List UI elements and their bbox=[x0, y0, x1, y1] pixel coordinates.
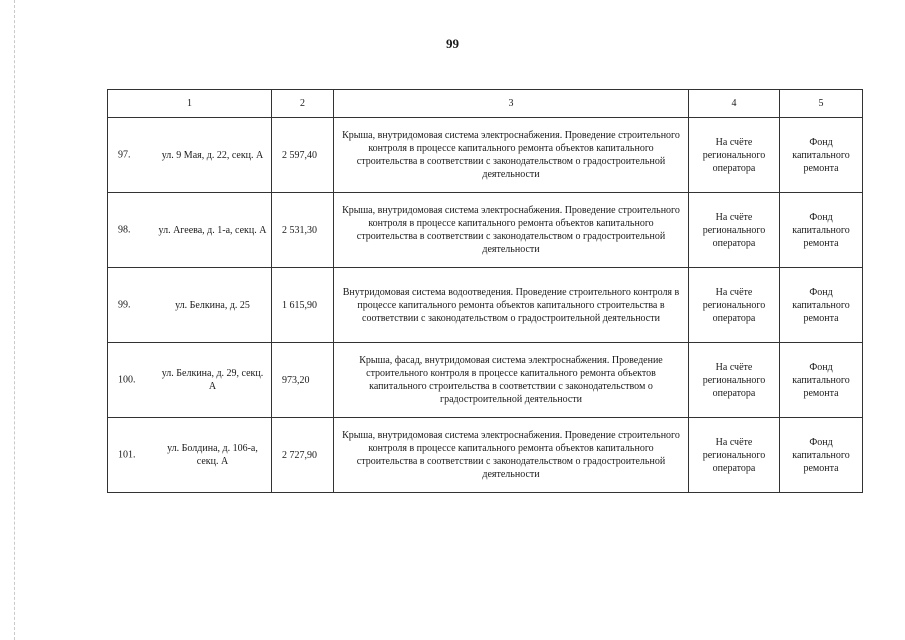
scan-edge-line bbox=[14, 0, 15, 640]
account-cell: На счёте регионального оператора bbox=[689, 193, 780, 268]
header-row bbox=[108, 90, 863, 118]
address-text: ул. Белкина, д. 29, секц. А bbox=[161, 368, 264, 392]
address-cell bbox=[108, 418, 272, 493]
account-cell: На счёте регионального оператора bbox=[689, 343, 780, 418]
account-cell: На счёте регионального оператора bbox=[689, 118, 780, 193]
row-number: 98. bbox=[118, 224, 131, 236]
address-text: ул. Агеева, д. 1-а, секц. А bbox=[158, 224, 267, 236]
work-description-cell: Крыша, внутридомовая система электроснабжения. Проведение строительного контроля в процессе капитального ремонта объектов капитального строительства в соответствии с законодательством о градостроительной деятельности bbox=[334, 118, 689, 193]
table-row bbox=[108, 268, 863, 343]
table-row bbox=[108, 118, 863, 193]
account-cell: На счёте регионального оператора bbox=[689, 268, 780, 343]
work-description-cell: Крыша, фасад, внутридомовая система электроснабжения. Проведение строительного контроля в процессе капитального ремонта объектов капитального строительства в соответствии с законодательством о градостроительной деятельности bbox=[334, 343, 689, 418]
fund-cell: Фонд капитального ремонта bbox=[780, 343, 863, 418]
work-description-cell: Внутридомовая система водоотведения. Проведение строительного контроля в процессе капитального ремонта объектов капитального строительства в соответствии с законодательством о градостроительной деятельности bbox=[334, 268, 689, 343]
fund-cell: Фонд капитального ремонта bbox=[780, 268, 863, 343]
column-header: 4 bbox=[689, 90, 780, 118]
row-number: 100. bbox=[118, 374, 136, 386]
column-header: 5 bbox=[780, 90, 863, 118]
table-row bbox=[108, 193, 863, 268]
address-cell bbox=[108, 193, 272, 268]
area-cell: 1 615,90 bbox=[272, 268, 334, 343]
work-description-cell: Крыша, внутридомовая система электроснабжения. Проведение строительного контроля в процессе капитального ремонта объектов капитального строительства в соответствии с законодательством о градостроительной деятельности bbox=[334, 418, 689, 493]
table-row bbox=[108, 343, 863, 418]
area-cell: 973,20 bbox=[272, 343, 334, 418]
address-text: ул. Болдина, д. 106-а, секц. А bbox=[167, 443, 258, 467]
row-number: 101. bbox=[118, 449, 136, 461]
account-cell: На счёте регионального оператора bbox=[689, 418, 780, 493]
area-cell: 2 727,90 bbox=[272, 418, 334, 493]
page-number: 99 bbox=[446, 36, 459, 51]
address-cell bbox=[108, 268, 272, 343]
fund-cell: Фонд капитального ремонта bbox=[780, 193, 863, 268]
address-cell bbox=[108, 343, 272, 418]
row-number: 97. bbox=[118, 149, 131, 161]
repair-register-table bbox=[107, 89, 863, 493]
fund-cell: Фонд капитального ремонта bbox=[780, 118, 863, 193]
address-text: ул. Белкина, д. 25 bbox=[175, 299, 250, 311]
area-cell: 2 531,30 bbox=[272, 193, 334, 268]
work-description-cell: Крыша, внутридомовая система электроснабжения. Проведение строительного контроля в процессе капитального ремонта объектов капитального строительства в соответствии с законодательством о градостроительной деятельности bbox=[334, 193, 689, 268]
table-body bbox=[108, 90, 863, 493]
area-cell: 2 597,40 bbox=[272, 118, 334, 193]
column-header: 2 bbox=[272, 90, 334, 118]
column-header: 3 bbox=[334, 90, 689, 118]
column-header: 1 bbox=[108, 90, 272, 118]
fund-cell: Фонд капитального ремонта bbox=[780, 418, 863, 493]
row-number: 99. bbox=[118, 299, 131, 311]
address-text: ул. 9 Мая, д. 22, секц. А bbox=[161, 149, 264, 161]
table-row bbox=[108, 418, 863, 493]
address-cell bbox=[108, 118, 272, 193]
